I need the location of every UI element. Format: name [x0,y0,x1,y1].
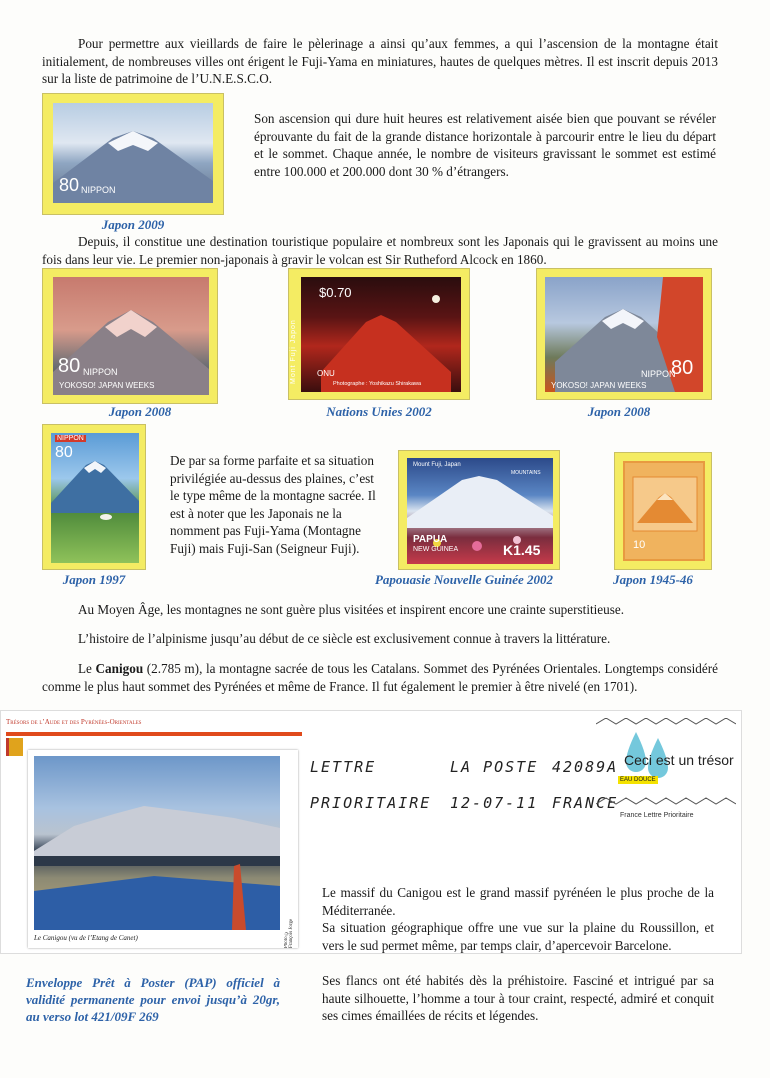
postmark-france: FRANCE [552,794,619,812]
stamp-slogan: Ceci est un trésor [624,752,734,768]
stamp-country-2: NEW GUINEA [413,546,459,553]
stamp-japon-1997 [42,424,146,570]
stamp-subtitle: YOKOSO! JAPAN WEEKS [59,381,155,390]
canigou-pre: Le [78,661,96,676]
stamp-country: NIPPON [57,435,84,442]
postmark-prioritaire: PRIORITAIRE [310,794,432,812]
stamp-value: 10 [633,539,646,551]
stamp-value: $0.70 [319,285,352,300]
photo-credit: Photo © François Jorge [284,918,294,948]
stamp-nations-unies-2002 [288,268,470,400]
stamp-japon-2008-left [42,268,218,404]
header-rule [6,732,302,736]
stamp-country-1: PAPUA [413,534,448,545]
stamp-country: NIPPON [641,369,676,379]
caption-pap: Enveloppe Prêt à Poster (PAP) officiel à validité permanente pour envoi jusqu’à 20gr, au verso lot 421/09F 269 [26,975,280,1024]
caption-japon-1997: Japon 1997 [62,572,126,587]
stamp-country: NIPPON [81,185,116,195]
stamp-value: K1.45 [503,542,541,558]
stamp-value: 80 [58,355,81,377]
stamp-japon-2009 [42,93,224,215]
intro-paragraph: Pour permettre aux vieillards de faire le pèlerinage a ainsi qu’aux femmes, a qui l’ascension de la montagne était initialement, de nombreuses villes ont érigent le Fuji-Yama en miniatures, hautes de quelques mètres. Il est inscrit depuis 2013 sur la liste de patrimoine de l’U.N.E.S.C.O. [42,36,718,86]
stamp-label: MOUNTAINS [511,470,541,476]
alpinisme-paragraph: L’histoire de l’alpinisme jusqu’au début de ce siècle est exclusivement connue à travers la littérature. [78,631,611,646]
stamp-label: France Lettre Prioritaire [620,812,694,819]
stamp-onu: ONU [317,369,335,378]
flancs-paragraph: Ses flancs ont été habités dès la préhistoire. Fasciné et intrigué par sa haute silhouette, l’homme a tour à tour craint, respecté, admiré et conquit ses cimes émaillées de récits et légendes. [322,973,714,1023]
postmark-date: 12-07-11 [450,794,539,812]
stamp-country: NIPPON [83,367,118,377]
envelope-illustration [0,716,302,960]
postmark-lettre: LETTRE [310,758,377,776]
caption-japon-2008-left: Japon 2008 [108,404,172,419]
stamp-value: 80 [59,175,80,195]
postmark-code: 42089A [552,758,619,776]
stamp-value: 80 [55,444,73,461]
caption-papouasie: Papouasie Nouvelle Guinée 2002 [374,572,553,587]
canigou-name: Canigou [95,661,144,676]
catalan-flag-icon [6,738,23,756]
stamp-title: Mount Fuji, Japan [413,462,461,468]
stamp-vertical-text: Mont Fuji Japon [290,319,297,384]
sacred-mountain-paragraph: De par sa forme parfaite et sa situation privilégiée au-dessus des plaines, c’est le type même de la montagne sacrée. Il est à noter que les Japonais ne la nomment pas Fuji-Yama (Montagne Fuji) mais Fuji-San (Seigneur Fuji). [170,453,376,556]
stamp-japon-1945 [614,452,712,570]
caption-japon-1945: Japon 1945-46 [613,572,693,587]
canigou-paragraph [42,660,718,695]
stamp-value: 80 [671,357,694,379]
caption-japon-2009: Japon 2009 [101,217,165,232]
postmark-la-poste: LA POSTE [450,758,539,776]
caption-japon-2008-right: Japon 2008 [587,404,651,419]
stamp-subtitle: YOKOSO! JAPAN WEEKS [551,381,647,390]
photo-caption: Le Canigou (vu de l’Etang de Canet) [34,934,138,942]
situation-paragraph: Sa situation géographique offre une vue sur la plaine du Roussillon, et vers le sud permet même, par temps clair, d’apercevoir Barcelone. [322,920,714,953]
stamp-japon-2008-right [536,268,712,400]
canigou-post: (2.785 m), la montagne sacrée de tous les Catalans. Sommet des Pyrénées Orientales. Longtemps considéré comme le plus haut sommet des Pyrénées et même de France. Il fut également le premier à être nivelé (en 1701). [42,661,718,694]
canigou-photo [34,756,280,930]
moyen-age-paragraph: Au Moyen Âge, les montagnes ne sont guère plus visitées et inspirent encore une crainte superstitieuse. [78,602,625,617]
envelope-stamp [596,718,736,824]
ascension-paragraph: Son ascension qui dure huit heures est relativement aisée bien que pouvant se révéler éprouvante du fait de la grande distance horizontale à parcourir entre le lieu du départ et le sommet. Chaque année, le nombre de visiteurs gravissant le sommet est estimé entre 100.000 et 200.000 dont 30 % d’étrangers. [254,111,716,179]
envelope-header: Trésors de l’Aude et des Pyrénées-Orientales [6,718,142,726]
destination-paragraph: Depuis, il constitue une destination touristique populaire et nombreux sont les Japonais qui le gravissent au moins une fois dans leur vie. Le premier non-japonais à gravir le volcan est Sir Rutheford Alcock en 1860. [42,234,718,267]
stamp-papouasie-2002 [398,450,560,570]
stamp-badge: EAU DOUCE [620,777,656,783]
stamp-photo-credit: Photographe : Yoshikazu Shirakawa [333,381,422,387]
massif-paragraph: Le massif du Canigou est le grand massif pyrénéen le plus proche de la Méditerranée. [322,885,714,918]
photo-card [28,750,298,948]
caption-nations-unies-2002: Nations Unies 2002 [326,404,432,419]
